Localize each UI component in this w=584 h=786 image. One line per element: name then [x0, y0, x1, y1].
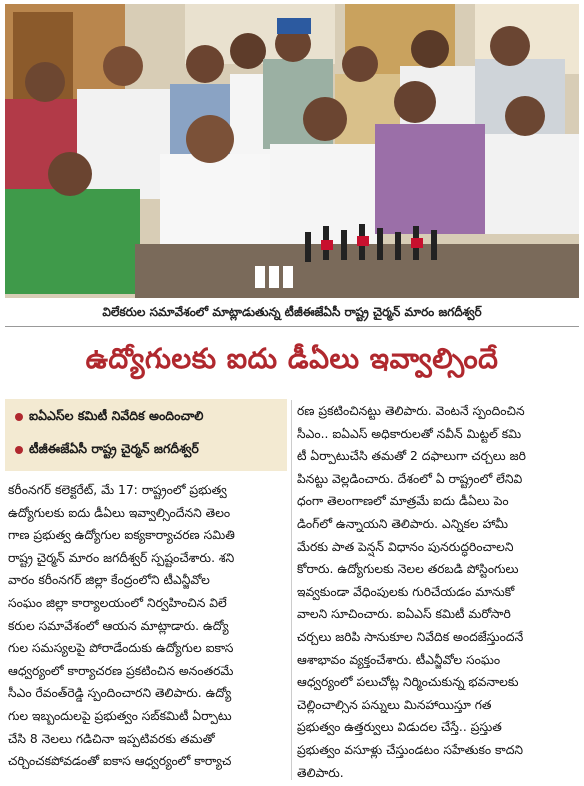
body-line: ఉద్యోగులకు ఐదు డీఏలు ఇవ్వాల్సిందేనని తెలం — [8, 505, 231, 520]
body-line: చెల్లించాల్సిన పన్నులు మినహాయిస్తూ గత — [297, 697, 492, 712]
body-line: పినట్టు వెల్లడించారు. దేశంలో ఏ రాష్ట్రంలో లేనివి — [297, 471, 523, 486]
body-line: రణ ప్రకటించినట్టు తెలిపారు. వెంటనే స్పందించిన — [297, 404, 525, 418]
body-line: తెలిపారు. — [297, 765, 344, 780]
body-line: చర్చలు జరిపి సానుకూల నివేదిక అందజేస్తుందనే — [297, 629, 524, 644]
body-line: ప్రభుత్వం ఉత్తర్వులు విడుదల చేస్తే.. ప్రస్తుత — [297, 720, 502, 735]
headline: ఉద్యోగులకు ఐదు డీఏలు ఇవ్వాల్సిందే — [85, 342, 499, 375]
body-line: చర్చించకపోవడంతో ఐకాస ఆధ్వర్యంలో కార్యాచ — [8, 754, 232, 769]
body-line: ధంగా తెలంగాణలో మాత్రమే ఐదు డీఏలు పెం — [297, 494, 509, 509]
body-line: గుల ఇబ్బందులపై ప్రభుత్వం సబ్‌కమిటీ ఏర్పాటు — [8, 708, 232, 723]
subhead-1 — [15, 408, 203, 427]
subhead-1-text: ఐఏఎస్‌ల కమిటీ నివేదిక అందించాలి — [29, 408, 204, 423]
press-conference-photo — [5, 4, 579, 298]
body-line: సంఘం జిల్లా కార్యాలయంలో నిర్వహించిన విలే — [8, 595, 227, 610]
bullet-icon — [15, 413, 23, 421]
photo-caption: విలేకరుల సమావేశంలో మాట్లాడుతున్న టీజీఈజేఏసీ రాష్ట్ర చైర్మన్ మారం జగదీశ్వర్ — [5, 300, 579, 327]
body-line: గుల సమస్యలపై పోరాడేందుకు ఉద్యోగుల ఐకాస — [8, 641, 234, 656]
body-line: సీఎం రేవంత్‌రెడ్డి స్పందించారని తెలిపారు. ఉద్యో — [8, 686, 232, 701]
column-divider — [291, 400, 292, 780]
body-line: కోరారు. ఉద్యోగులకు నెలల తరబడి పోస్టింగులు — [297, 562, 519, 577]
body-line: వాలని సూచించారు. ఐఏఎస్ కమిటీ మరోసారి — [297, 607, 511, 622]
body-column-1 — [8, 479, 287, 781]
body-line: ఆశాభావం వ్యక్తంచేశారు. టీఎన్జీవోల సంఘం — [297, 652, 501, 667]
subhead-2 — [15, 441, 199, 460]
subheads-box — [5, 399, 287, 471]
subhead-2-text: టీజీఈజేఏసీ రాష్ట్ర చైర్మన్ జగదీశ్వర్ — [29, 441, 199, 456]
body-line: టీ ఏర్పాటుచేసి తమతో 2 దఫాలుగా చర్చలు జరి — [297, 449, 526, 464]
body-line: చేసి 8 నెలలు గడిచినా ఇప్పటివరకు తమతో — [8, 731, 215, 746]
bullet-icon — [15, 446, 23, 454]
body-line: వారం కరీంనగర్ జిల్లా కేంద్రంలోని టీఎన్జీవోల — [8, 573, 210, 588]
body-line: కరుల సమావేశంలో ఆయన మాట్లాడారు. ఉద్యో — [8, 618, 229, 633]
body-line: సీఎం.. ఐఏఎస్ అధికారులతో నవీన్ మిట్టల్ కమి — [297, 426, 522, 441]
body-line: గాణ ప్రభుత్వ ఉద్యోగుల ఐక్యకార్యాచరణ సమితి — [8, 528, 235, 543]
body-line: ప్రభుత్వం వసూళ్లు చేస్తుండటం సహేతుకం కాదని — [297, 742, 524, 757]
body-line: ఆధ్వర్యంలో పలుచోట్ల నిర్మించుకున్న భవనాలకు — [297, 675, 519, 690]
body-column-2 — [297, 400, 578, 781]
body-line: రాష్ట్ర చైర్మన్ మారం జగదీశ్వర్ స్పష్టంచేశారు. శని — [8, 550, 235, 565]
body-line: ఆధ్వర్యంలో కార్యాచరణ ప్రకటించిన అనంతరమే — [8, 663, 234, 678]
photo-illustration — [5, 4, 579, 298]
body-line: కరీంనగర్ కలెక్టరేట్, మే 17: రాష్ట్రంలో ప్రభుత్వ — [8, 483, 227, 497]
body-line: ఇవ్వకుండా వేధింపులకు గురిచేయడం మానుకో — [297, 584, 515, 599]
body-line: డింగ్‌లో ఉన్నాయని తెలిపారు. ఎన్నికల హామీ — [297, 516, 509, 531]
body-line: మేరకు పాత పెన్షన్ విధానం పునరుద్ధరించాలని — [297, 539, 514, 554]
